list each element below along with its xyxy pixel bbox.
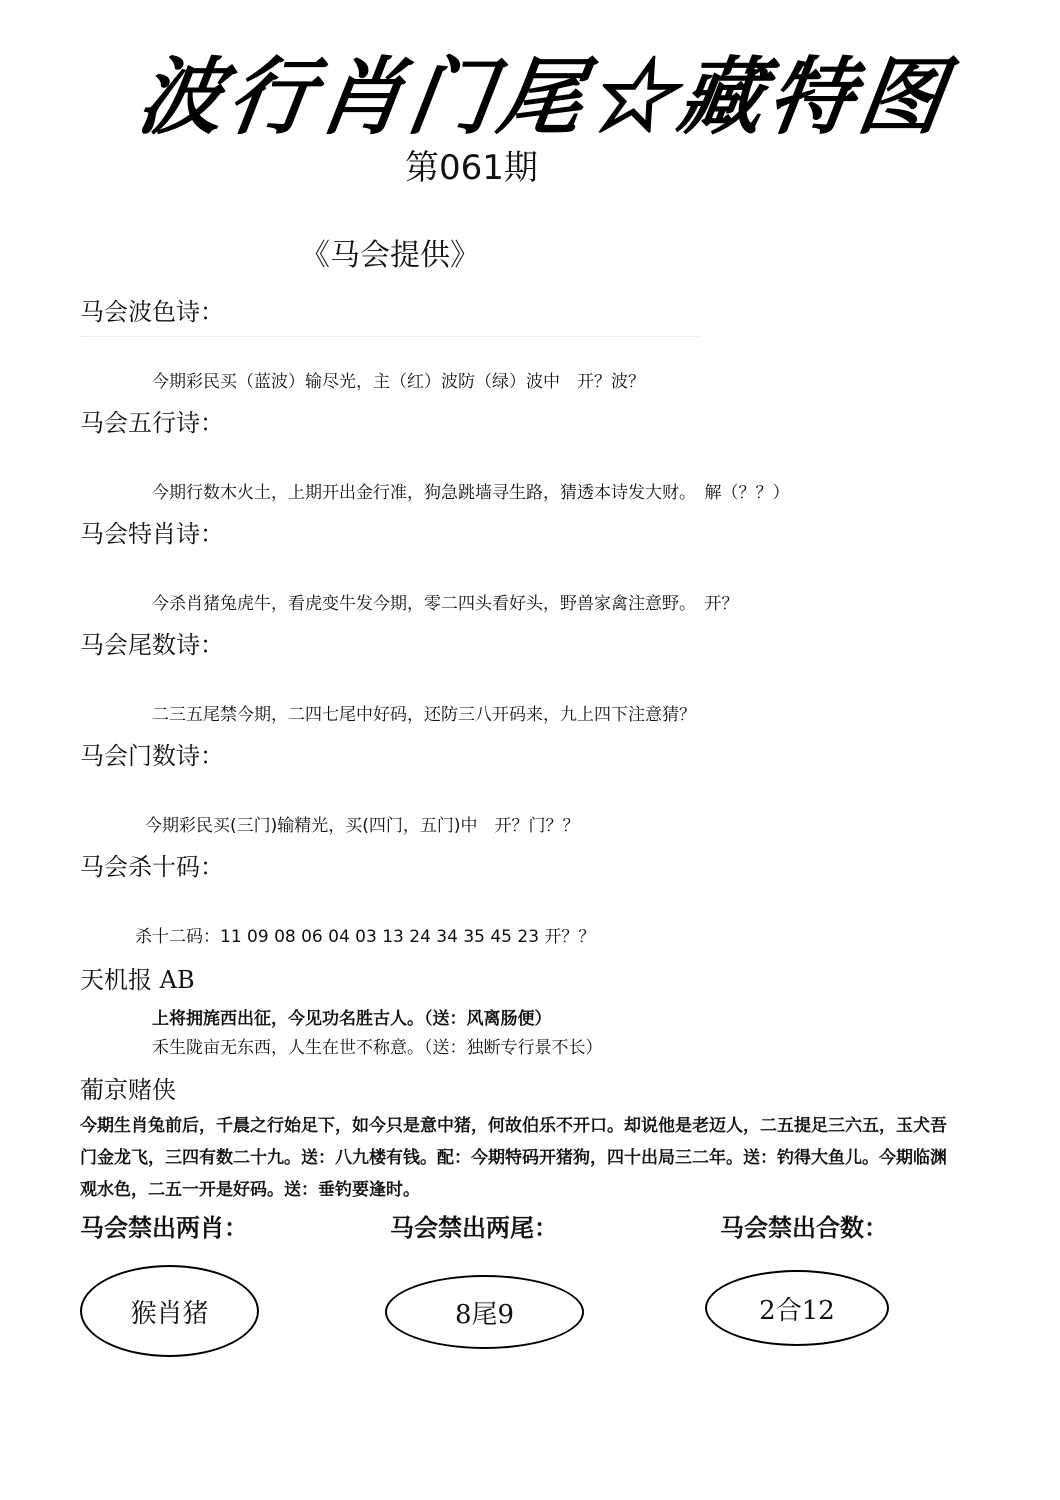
poem-door-number: 今期彩民买(三门)输精光，买(四门，五门)中 开？门？？ [145, 816, 580, 836]
poem-five-elements: 今期行数木火土，上期开出金行准，狗急跳墙寻生路，猜透本诗发大财。 解（？？） [152, 483, 790, 503]
provider-label: 《马会提供》 [300, 238, 480, 273]
ban-sum-label: 马会禁出合数： [720, 1214, 888, 1242]
divider [80, 336, 700, 337]
tianji-line-2: 禾生陇亩无东西，人生在世不称意。（送：独断专行景不长） [152, 1038, 603, 1058]
gambler-title: 葡京赌侠 [80, 1076, 176, 1104]
ban-sum-oval [705, 1270, 889, 1346]
ban-zodiac-oval [80, 1265, 259, 1357]
section-title-wave-color: 马会波色诗： [80, 298, 224, 326]
ban-zodiac-label: 马会禁出两肖： [80, 1214, 248, 1242]
ban-zodiac-value: 猴肖猪 [130, 1298, 209, 1329]
kill-numbers: 杀十二码：11 09 08 06 04 03 13 24 34 35 45 23 开？？ [135, 927, 596, 947]
tianji-title: 天机报 AB [80, 966, 195, 994]
ban-tail-value: 8尾9 [454, 1299, 515, 1330]
poem-tail-number: 二三五尾禁今期，二四七尾中好码，还防三八开码来，九上四下注意猜？ [152, 705, 696, 725]
tianji-line-1: 上将拥旄西出征，今见功名胜古人。（送：风离肠便） [152, 1009, 552, 1029]
ban-sum-value: 2合12 [759, 1295, 835, 1326]
poem-wave-color: 今期彩民买（蓝波）输尽光，主（红）波防（绿）波中 开？波？ [152, 372, 645, 392]
gambler-paragraph: 今期生肖兔前后，千晨之行始足下，如今只是意中猪，何故伯乐不开口。却说他是老迈人，二五提足三六五，玉犬吾门金龙飞，三四有数二十九。送：八九楼有钱。配：今期特码开猪狗，四十出局三二年。送：钓得大鱼儿。今期临渊观水色，二五一开是好码。送：垂钓要逢时。 [80, 1116, 947, 1200]
section-title-zodiac: 马会特肖诗： [80, 520, 224, 548]
ban-tail-label: 马会禁出两尾： [390, 1214, 558, 1242]
ban-tail-oval [385, 1275, 584, 1349]
poem-zodiac: 今杀肖猪兔虎牛，看虎变牛发今期，零二四头看好头，野兽家禽注意野。 开？ [152, 594, 739, 614]
section-title-tail-number: 马会尾数诗： [80, 631, 224, 659]
issue-number: 第061期 [405, 148, 538, 188]
section-title-door-number: 马会门数诗： [80, 742, 224, 770]
section-title-kill-ten: 马会杀十码： [80, 853, 224, 881]
section-title-five-elements: 马会五行诗： [80, 409, 224, 437]
page-title: 波行肖门尾☆藏特图 [132, 47, 957, 146]
